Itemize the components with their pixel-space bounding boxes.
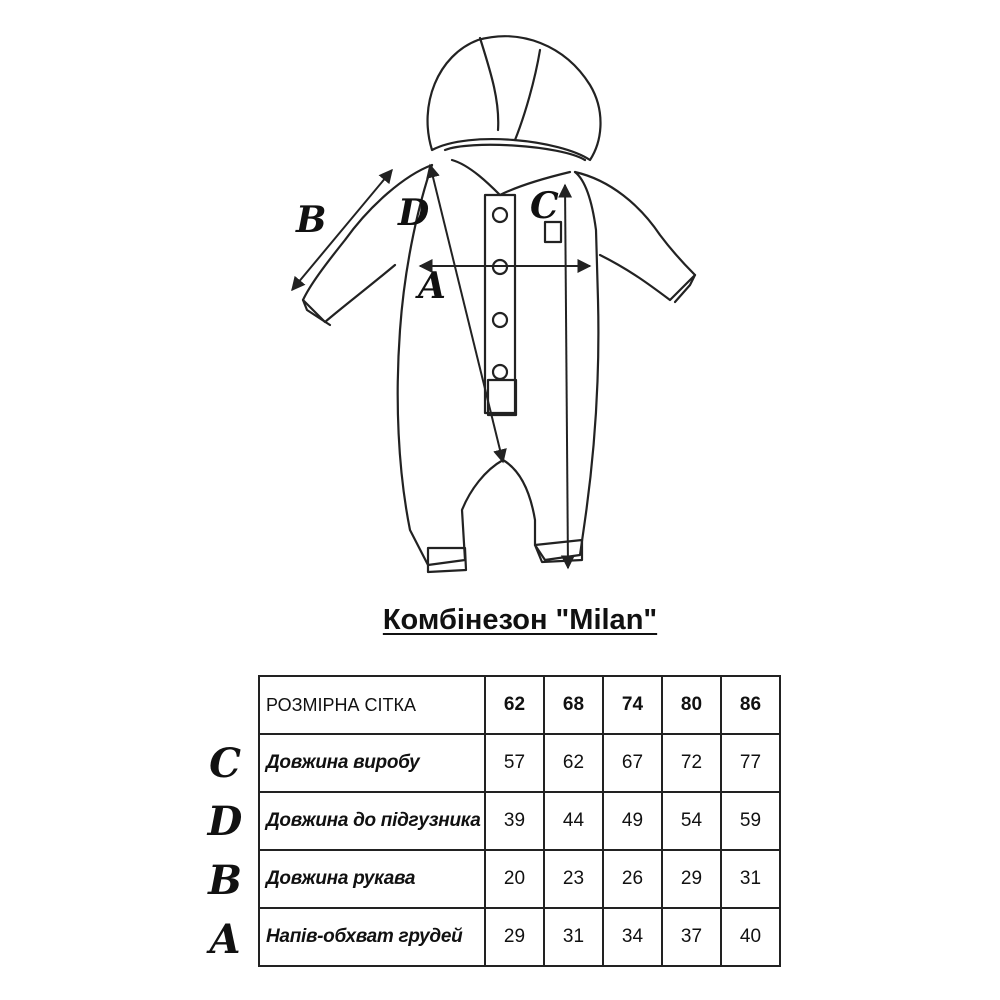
table-cell: 29 bbox=[485, 908, 544, 966]
table-cell: 37 bbox=[662, 908, 721, 966]
table-cell: 59 bbox=[721, 792, 780, 850]
size-header: 86 bbox=[721, 676, 780, 734]
row-label: Довжина виробу bbox=[259, 734, 485, 792]
dimension-label-d: D bbox=[398, 192, 430, 234]
button bbox=[493, 313, 507, 327]
row-letter-a: A bbox=[209, 916, 241, 963]
hood-inner bbox=[445, 145, 585, 160]
button bbox=[493, 365, 507, 379]
dimension-label-c: C bbox=[530, 185, 559, 227]
table-cell: 57 bbox=[485, 734, 544, 792]
button bbox=[493, 208, 507, 222]
table-cell: 34 bbox=[603, 908, 662, 966]
row-label: Довжина рукава bbox=[259, 850, 485, 908]
table-cell: 62 bbox=[544, 734, 603, 792]
table-cell: 72 bbox=[662, 734, 721, 792]
table-cell: 31 bbox=[544, 908, 603, 966]
table-cell: 54 bbox=[662, 792, 721, 850]
size-header: 62 bbox=[485, 676, 544, 734]
measure-d-arrow bbox=[430, 165, 503, 462]
table-row bbox=[259, 908, 780, 966]
hood-outline bbox=[428, 36, 601, 160]
size-header: 68 bbox=[544, 676, 603, 734]
row-letter-b: B bbox=[208, 857, 242, 904]
dimension-label-b: B bbox=[296, 199, 327, 241]
row-letter-c: C bbox=[209, 740, 241, 787]
row-label: Довжина до підгузника bbox=[259, 792, 485, 850]
table-row bbox=[259, 850, 780, 908]
table-cell: 26 bbox=[603, 850, 662, 908]
dimension-label-a: A bbox=[418, 265, 446, 307]
measure-c-arrow bbox=[565, 185, 568, 568]
table-cell: 49 bbox=[603, 792, 662, 850]
table-cell: 40 bbox=[721, 908, 780, 966]
size-chart-table bbox=[258, 675, 781, 967]
table-cell: 20 bbox=[485, 850, 544, 908]
table-cell: 44 bbox=[544, 792, 603, 850]
table-cell: 39 bbox=[485, 792, 544, 850]
table-row bbox=[259, 734, 780, 792]
table-header-label: РОЗМІРНА СІТКА bbox=[259, 676, 485, 734]
table-header-row bbox=[259, 676, 780, 734]
row-label: Напів-обхват грудей bbox=[259, 908, 485, 966]
table-cell: 67 bbox=[603, 734, 662, 792]
table-cell: 31 bbox=[721, 850, 780, 908]
table-cell: 77 bbox=[721, 734, 780, 792]
table-cell: 23 bbox=[544, 850, 603, 908]
product-title: Комбінезон "Milan" bbox=[382, 604, 658, 636]
right-sleeve bbox=[575, 172, 695, 300]
size-header: 74 bbox=[603, 676, 662, 734]
row-letter-d: D bbox=[207, 798, 243, 845]
size-header: 80 bbox=[662, 676, 721, 734]
table-row bbox=[259, 792, 780, 850]
table-cell: 29 bbox=[662, 850, 721, 908]
